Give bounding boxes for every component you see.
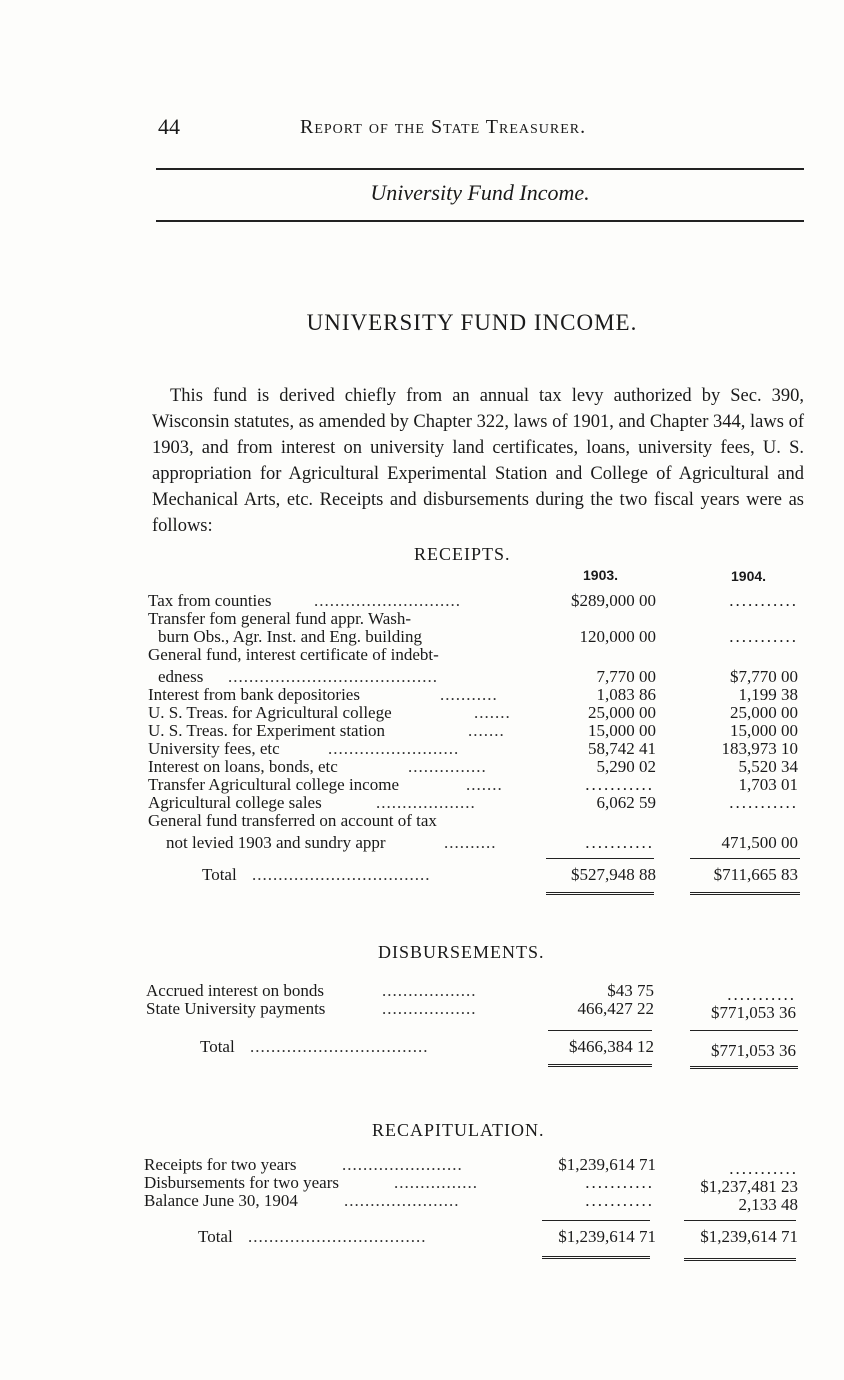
sum-rule-1903	[548, 1030, 652, 1031]
row-label: Tax from counties	[148, 591, 272, 610]
table-row	[148, 722, 804, 740]
row-label: U. S. Treas. for Agricultural college	[148, 703, 392, 722]
total-label: Total	[202, 865, 237, 884]
blank-leader: ...........	[729, 627, 798, 646]
leader-dots: ................	[394, 1174, 478, 1192]
row-label: University fees, etc	[148, 739, 280, 758]
value-1903: 6,062 59	[596, 793, 656, 812]
receipts-table	[148, 592, 804, 852]
total-1904: $711,665 83	[713, 865, 798, 884]
sum-rule-col2	[684, 1220, 796, 1221]
sum-rule-1903	[546, 858, 654, 859]
table-row	[148, 740, 804, 758]
value-1904: 25,000 00	[730, 703, 798, 722]
table-row	[144, 1191, 804, 1214]
leader-dots: ..................................	[248, 1228, 427, 1246]
row-label: General fund transferred on account of tax	[148, 811, 437, 830]
leader-dots: ..........	[444, 834, 497, 852]
row-label: U. S. Treas. for Experiment station	[148, 721, 386, 740]
total-col1: $1,239,614 71	[558, 1227, 656, 1246]
table-row	[148, 704, 804, 722]
recapitulation-table	[144, 1155, 804, 1214]
col-header-1903: 1903.	[583, 567, 619, 583]
total-label: Total	[198, 1227, 233, 1246]
leader-dots: .......	[466, 776, 503, 794]
value-receipts: $1,239,614 71	[558, 1155, 656, 1174]
page-number: 44	[158, 114, 180, 139]
value-1903: $289,000 00	[571, 591, 656, 610]
blank-leader: ...........	[585, 833, 654, 852]
table-row	[148, 812, 804, 830]
double-rule-col1	[542, 1256, 650, 1259]
value-balance: 2,133 48	[738, 1195, 798, 1214]
row-label: Interest from bank depositories	[148, 685, 360, 704]
sum-rule-1904	[690, 1030, 798, 1031]
blank-leader: ...........	[729, 793, 798, 812]
blank-leader: ...........	[585, 1173, 654, 1192]
value-1903: 25,000 00	[588, 703, 656, 722]
table-row	[148, 686, 804, 704]
table-row	[148, 610, 804, 628]
table-row	[148, 866, 804, 884]
value-1904: 5,520 34	[738, 757, 798, 776]
sum-rule-col1	[542, 1220, 650, 1221]
row-label: Transfer Agricultural college income	[148, 775, 399, 794]
leader-dots: ...............	[408, 758, 487, 776]
total-1903: $527,948 88	[571, 865, 656, 884]
blank-leader: ...........	[729, 591, 798, 610]
value-1903: 15,000 00	[588, 721, 656, 740]
leader-dots: ........................................	[228, 668, 438, 686]
table-row	[148, 628, 804, 646]
col-header-1904: 1904.	[731, 568, 767, 584]
value-1904: 183,973 10	[721, 739, 798, 758]
total-1903: $466,384 12	[569, 1037, 654, 1056]
blank-leader: ...........	[585, 775, 654, 794]
receipts-total-row	[148, 866, 804, 884]
value-1904: $771,053 36	[711, 1003, 796, 1022]
recapitulation-total-row	[144, 1228, 804, 1246]
value-1903: 1,083 86	[596, 685, 656, 704]
leader-dots: .......	[468, 722, 505, 740]
row-label: Transfer fom general fund appr. Wash-	[148, 609, 412, 628]
leader-dots: ..................	[382, 982, 477, 1000]
total-1904: $771,053 36	[711, 1041, 796, 1060]
table-row	[146, 981, 802, 1004]
total-label: Total	[200, 1037, 235, 1056]
table-row	[148, 758, 804, 776]
row-label: Receipts for two years	[144, 1155, 297, 1174]
leader-dots: ...................	[376, 794, 476, 812]
disbursements-title: DISBURSEMENTS.	[378, 942, 545, 962]
table-row	[144, 1173, 804, 1196]
leader-dots: ..................................	[252, 866, 431, 884]
value-1904: 1,703 01	[738, 775, 798, 794]
table-row	[144, 1228, 804, 1246]
table-row	[148, 664, 804, 686]
running-header	[158, 114, 802, 144]
row-label: Balance June 30, 1904	[144, 1191, 298, 1210]
value-1904: $7,770 00	[730, 667, 798, 686]
row-label: burn Obs., Agr. Inst. and Eng. building	[158, 627, 422, 646]
value-1903: 120,000 00	[579, 627, 656, 646]
leader-dots: .......................	[342, 1156, 463, 1174]
blank-leader: ...........	[729, 1159, 798, 1178]
value-1904: 15,000 00	[730, 721, 798, 740]
leader-dots: ..................................	[250, 1038, 429, 1056]
sum-rule-1904	[690, 858, 800, 859]
disbursements-total-row	[146, 1037, 802, 1060]
table-row	[148, 646, 804, 664]
value-1904: 471,500 00	[721, 833, 798, 852]
header-rule-bottom	[156, 220, 804, 222]
table-row	[144, 1155, 804, 1178]
row-label: not levied 1903 and sundry appr	[166, 833, 386, 852]
table-row	[146, 1037, 802, 1060]
row-label: Accrued interest on bonds	[146, 981, 324, 1000]
table-row	[146, 999, 802, 1022]
disbursements-table	[146, 981, 802, 1022]
value-1903: 58,742 41	[588, 739, 656, 758]
blank-leader: ...........	[727, 985, 796, 1004]
row-label: edness	[158, 667, 204, 686]
leader-dots: ..................	[382, 1000, 477, 1018]
leader-dots: .........................	[328, 740, 460, 758]
page-title: UNIVERSITY FUND INCOME.	[306, 310, 638, 335]
total-col2: $1,239,614 71	[700, 1227, 798, 1246]
leader-dots: .......	[474, 704, 511, 722]
table-row	[148, 794, 804, 812]
double-rule-col2	[684, 1258, 796, 1261]
leader-dots: ...........	[440, 686, 498, 704]
section-header: University Fund Income.	[370, 180, 590, 205]
row-label: State University payments	[146, 999, 326, 1018]
running-title: Report of the State Treasurer.	[300, 116, 587, 138]
blank-leader: ...........	[585, 1191, 654, 1210]
value-disbursements: $1,237,481 23	[700, 1177, 798, 1196]
double-rule-1904	[690, 1066, 798, 1069]
row-label: General fund, interest certificate of indebt-	[148, 645, 439, 664]
header-rule-top	[156, 168, 804, 170]
row-label: Agricultural college sales	[148, 793, 322, 812]
row-label: Interest on loans, bonds, etc	[148, 757, 338, 776]
receipts-title: RECEIPTS.	[414, 544, 511, 564]
value-1903: $43 75	[607, 981, 654, 1000]
value-1903: 466,427 22	[577, 999, 654, 1018]
double-rule-1903	[546, 892, 654, 895]
table-row	[148, 592, 804, 610]
leader-dots: ......................	[344, 1192, 460, 1210]
double-rule-1904	[690, 892, 800, 895]
intro-paragraph: This fund is derived chiefly from an annual tax levy authorized by Sec. 390, Wisconsin statutes, as amended by Chapter 322, laws of 1901, and Chapter 344, laws of 1903, and from interest on university land certificates, loans, university fees, U. S. appropriation for Agricultural Experimental Station and College of Agricultural and Mechanical Arts, etc. Receipts and disbursements during the two fiscal years were as follows:	[152, 385, 804, 536]
recapitulation-title: RECAPITULATION.	[372, 1120, 545, 1140]
table-row	[148, 830, 804, 852]
leader-dots: ............................	[314, 592, 461, 610]
row-label: Disbursements for two years	[144, 1173, 339, 1192]
value-1903: 5,290 02	[596, 757, 656, 776]
value-1903: 7,770 00	[596, 667, 656, 686]
value-1904: 1,199 38	[738, 685, 798, 704]
double-rule-1903	[548, 1064, 652, 1067]
table-row	[148, 776, 804, 794]
